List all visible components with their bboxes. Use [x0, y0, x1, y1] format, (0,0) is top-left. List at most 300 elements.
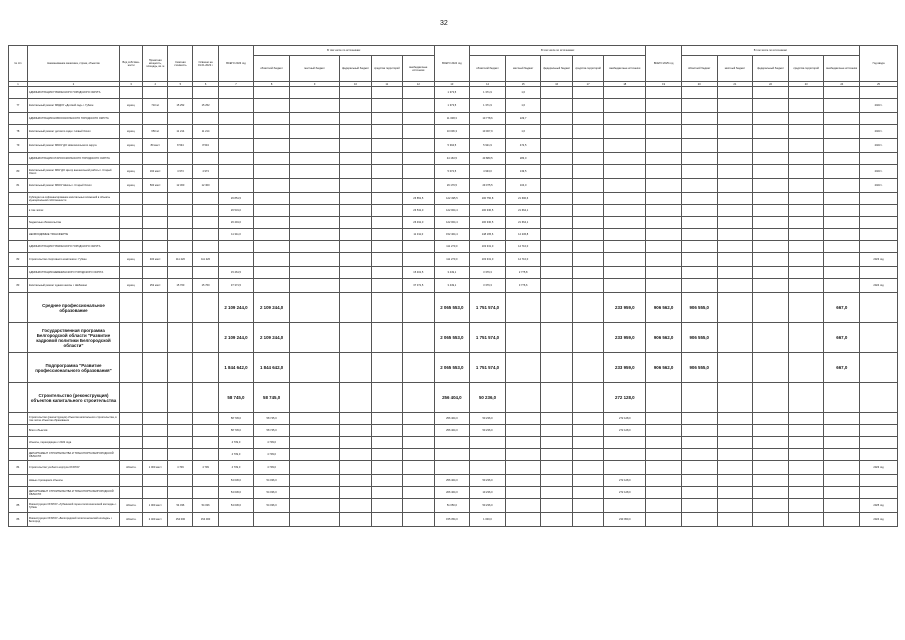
row-cell-15: 104,0: [505, 179, 541, 193]
row-cell-16: [541, 113, 572, 125]
row-cell-6: [193, 425, 218, 437]
row-cell-4: 160 мест: [143, 165, 168, 179]
table-row: [9, 217, 898, 229]
row-cell-18: [604, 217, 646, 229]
row-cell-15: [505, 513, 541, 527]
row-cell-20: [681, 461, 717, 475]
investment-table: [8, 45, 898, 527]
row-cell-9: [289, 449, 339, 461]
row-cell-16: [541, 87, 572, 99]
row-cell-3: муниц.: [120, 139, 143, 153]
row-cell-21: [717, 99, 753, 113]
row-cell-23: [788, 179, 824, 193]
row-cell-25: 2023 г.: [860, 165, 898, 179]
row-cell-7: 37 371,5: [218, 279, 254, 293]
row-cell-22: [753, 499, 789, 513]
row-cell-25: [860, 241, 898, 253]
row-cell-14: 50 236,0: [470, 413, 506, 425]
row-cell-20: [681, 153, 717, 165]
row-cell-23: [788, 413, 824, 425]
row-cell-13: [434, 437, 470, 449]
row-cell-24: [824, 179, 860, 193]
row-number: [9, 437, 28, 449]
row-cell-18: [604, 499, 646, 513]
row-cell-16: [541, 139, 572, 153]
row-cell-18: 233 959,0: [604, 353, 646, 383]
row-cell-9: [289, 165, 339, 179]
table-row: [9, 425, 898, 437]
row-cell-15: 14 236,8: [505, 229, 541, 241]
row-cell-17: [572, 241, 603, 253]
row-cell-16: [541, 475, 572, 487]
row-cell-10: [340, 383, 371, 413]
sub-other: внебюджетные источники: [604, 56, 646, 82]
row-cell-7: [218, 99, 254, 113]
row-cell-18: 272 128,0: [604, 383, 646, 413]
row-cell-18: [604, 99, 646, 113]
row-cell-5: 54 036: [168, 499, 193, 513]
row-cell-21: [717, 113, 753, 125]
row-cell-20: [681, 253, 717, 267]
row-cell-14: 148 165,6: [470, 229, 506, 241]
row-cell-25: [860, 449, 898, 461]
row-cell-4: 710 м²: [143, 99, 168, 113]
row-cell-8: [254, 205, 290, 217]
row-cell-24: [824, 279, 860, 293]
col-used: Освоено на 01.01.2023 г.: [193, 46, 218, 82]
row-cell-8: 2 109 244,0: [254, 293, 290, 323]
row-cell-19: [646, 125, 682, 139]
row-cell-24: [824, 205, 860, 217]
table-row: [9, 113, 898, 125]
row-cell-8: [254, 87, 290, 99]
col-no: № п/п: [9, 46, 28, 82]
row-cell-22: [753, 139, 789, 153]
row-cell-7: 58 745,0: [218, 425, 254, 437]
row-cell-22: [753, 323, 789, 353]
row-cell-16: [541, 449, 572, 461]
column-number: 12: [403, 82, 434, 87]
row-cell-20: [681, 99, 717, 113]
row-cell-16: [541, 205, 572, 217]
row-cell-5: 11 214: [168, 125, 193, 139]
row-cell-8: 58 745,0: [254, 425, 290, 437]
row-cell-19: [646, 241, 682, 253]
row-cell-18: 272 128,0: [604, 413, 646, 425]
row-cell-17: [572, 279, 603, 293]
section-row: [9, 323, 898, 353]
row-cell-21: [717, 229, 753, 241]
row-cell-4: [143, 353, 168, 383]
table-row: [9, 153, 898, 165]
row-cell-25: [860, 413, 898, 425]
row-cell-12: [403, 513, 434, 527]
row-cell-7: 2 109 244,0: [218, 323, 254, 353]
row-cell-10: [340, 487, 371, 499]
row-cell-7: [218, 125, 254, 139]
row-cell-16: [541, 383, 572, 413]
row-cell-4: [143, 87, 168, 99]
column-number: 2: [27, 82, 119, 87]
row-cell-17: [572, 475, 603, 487]
row-cell-23: [788, 383, 824, 413]
row-name: Подпрограмма "Развитие профессионального образования": [27, 353, 119, 383]
row-cell-5: [168, 153, 193, 165]
row-cell-20: [681, 125, 717, 139]
row-cell-19: [646, 487, 682, 499]
row-cell-17: [572, 449, 603, 461]
row-cell-20: [681, 217, 717, 229]
col-capacity: Проектная мощность, площадь, кв. м: [143, 46, 168, 82]
row-cell-25: [860, 475, 898, 487]
row-cell-16: [541, 499, 572, 513]
row-cell-11: [371, 241, 402, 253]
row-cell-21: [717, 153, 753, 165]
row-cell-23: [788, 499, 824, 513]
row-cell-23: [788, 279, 824, 293]
row-cell-10: [340, 217, 371, 229]
row-number: [9, 353, 28, 383]
row-cell-14: 3 376,3: [470, 267, 506, 279]
row-cell-22: [753, 229, 789, 241]
row-cell-7: 26 491,0: [218, 217, 254, 229]
col-total-2025: ВСЕГО 2025 год: [646, 46, 682, 82]
row-cell-17: [572, 193, 603, 205]
row-cell-24: [824, 513, 860, 527]
row-cell-17: [572, 499, 603, 513]
row-cell-20: [681, 437, 717, 449]
row-cell-11: [371, 267, 402, 279]
row-cell-10: [340, 139, 371, 153]
row-cell-22: [753, 125, 789, 139]
row-cell-24: [824, 267, 860, 279]
row-number: 84: [9, 461, 28, 475]
row-cell-9: [289, 229, 339, 241]
row-cell-18: [604, 279, 646, 293]
row-cell-8: [254, 279, 290, 293]
row-cell-6: [193, 229, 218, 241]
row-cell-4: [143, 383, 168, 413]
row-cell-24: [824, 475, 860, 487]
row-cell-3: муниц.: [120, 179, 143, 193]
column-number: 15: [505, 82, 541, 87]
row-cell-18: [604, 267, 646, 279]
row-cell-8: [254, 267, 290, 279]
row-cell-20: [681, 193, 717, 205]
row-cell-7: [218, 253, 254, 267]
row-cell-3: [120, 437, 143, 449]
row-cell-15: [505, 353, 541, 383]
row-cell-13: [434, 461, 470, 475]
row-cell-6: 12 300: [193, 179, 218, 193]
row-cell-11: [371, 229, 402, 241]
row-number: [9, 205, 28, 217]
column-number: 4: [143, 82, 168, 87]
row-cell-7: [218, 513, 254, 527]
sub-local: местный бюджет: [717, 56, 753, 82]
row-cell-8: 4 709,0: [254, 449, 290, 461]
row-cell-24: [824, 193, 860, 205]
row-cell-6: 15 760: [193, 279, 218, 293]
row-cell-18: 272 128,0: [604, 425, 646, 437]
row-cell-3: [120, 193, 143, 205]
sub-enterprise: средства территорий: [572, 56, 603, 82]
row-cell-17: [572, 165, 603, 179]
row-cell-17: [572, 437, 603, 449]
row-cell-22: [753, 513, 789, 527]
row-cell-6: [193, 113, 218, 125]
row-name: Строительство спортивного комплекса г. Губкин: [27, 253, 119, 267]
table-row: [9, 437, 898, 449]
row-cell-20: [681, 425, 717, 437]
row-cell-9: [289, 475, 339, 487]
row-cell-14: 4 933,0: [470, 165, 506, 179]
row-cell-16: [541, 487, 572, 499]
row-cell-7: [218, 139, 254, 153]
row-cell-11: [371, 179, 402, 193]
row-cell-17: [572, 217, 603, 229]
row-cell-15: [505, 449, 541, 461]
row-cell-13: 11 008,3: [434, 113, 470, 125]
row-cell-22: [753, 353, 789, 383]
row-cell-18: [604, 437, 646, 449]
row-cell-23: [788, 113, 824, 125]
row-cell-3: областн.: [120, 513, 143, 527]
row-cell-19: [646, 139, 682, 153]
row-cell-15: 1,6: [505, 99, 541, 113]
row-cell-24: [824, 487, 860, 499]
row-cell-9: [289, 179, 339, 193]
row-cell-6: [193, 241, 218, 253]
table-row: [9, 279, 898, 293]
row-cell-22: [753, 253, 789, 267]
row-cell-4: 500 мест: [143, 179, 168, 193]
column-number: 20: [681, 82, 717, 87]
row-cell-11: [371, 293, 402, 323]
row-cell-24: 667,0: [824, 353, 860, 383]
table-row: [9, 193, 898, 205]
row-cell-7: [218, 113, 254, 125]
row-cell-6: [193, 293, 218, 323]
row-cell-7: 54 036,0: [218, 475, 254, 487]
row-cell-14: 103 331,0: [470, 241, 506, 253]
row-cell-25: [860, 153, 898, 165]
row-cell-18: [604, 153, 646, 165]
column-number: 25: [860, 82, 898, 87]
row-cell-6: 111 220: [193, 253, 218, 267]
row-cell-13: 122 004,4: [434, 217, 470, 229]
row-cell-10: [340, 193, 371, 205]
row-cell-11: [371, 383, 402, 413]
row-cell-12: [403, 165, 434, 179]
table-row: [9, 205, 898, 217]
row-cell-9: [289, 113, 339, 125]
section-row: [9, 293, 898, 323]
row-name: объекты, переходящие с 2022 года: [27, 437, 119, 449]
row-name: Строительство (реконструкция) объектов капитального строительства, в том числе объектов образования: [27, 413, 119, 425]
row-cell-12: [403, 475, 434, 487]
row-cell-16: [541, 193, 572, 205]
row-cell-19: [646, 99, 682, 113]
row-number: [9, 241, 28, 253]
row-cell-4: [143, 267, 168, 279]
row-cell-23: [788, 425, 824, 437]
row-cell-10: [340, 113, 371, 125]
row-cell-3: областн.: [120, 499, 143, 513]
row-cell-13: 256 404,0: [434, 475, 470, 487]
row-cell-14: 100 330,5: [470, 217, 506, 229]
row-cell-13: 3 449,1: [434, 279, 470, 293]
row-cell-8: [254, 193, 290, 205]
row-cell-4: [143, 113, 168, 125]
row-cell-23: [788, 99, 824, 113]
table-row: [9, 179, 898, 193]
row-cell-22: [753, 437, 789, 449]
row-cell-19: [646, 165, 682, 179]
row-cell-15: 283,0: [505, 153, 541, 165]
row-cell-25: 2023 г.: [860, 99, 898, 113]
row-cell-3: [120, 383, 143, 413]
row-cell-11: [371, 125, 402, 139]
row-cell-16: [541, 323, 572, 353]
row-cell-5: [168, 205, 193, 217]
table-row: [9, 413, 898, 425]
row-cell-13: 1 373,5: [434, 87, 470, 99]
row-cell-23: [788, 217, 824, 229]
row-cell-6: 15 252: [193, 99, 218, 113]
table-row: [9, 99, 898, 113]
row-cell-9: [289, 153, 339, 165]
column-number: 7: [218, 82, 254, 87]
column-number: 16: [541, 82, 572, 87]
column-number: 10: [340, 82, 371, 87]
row-name: Субсидии на софинансирование капитальных вложений в объекты муниципальной собственности: [27, 193, 119, 205]
row-cell-21: [717, 253, 753, 267]
row-cell-3: [120, 475, 143, 487]
row-cell-25: 2024 год: [860, 279, 898, 293]
row-number: 78: [9, 125, 28, 139]
row-cell-10: [340, 323, 371, 353]
row-cell-17: [572, 99, 603, 113]
row-cell-12: [403, 253, 434, 267]
row-cell-17: [572, 413, 603, 425]
row-cell-21: [717, 125, 753, 139]
column-number: 17: [572, 82, 603, 87]
row-cell-17: [572, 87, 603, 99]
row-cell-21: [717, 461, 753, 475]
row-cell-7: [218, 241, 254, 253]
col-name: Наименование заказчика, строек, объектов: [27, 46, 119, 82]
row-cell-5: 154 000: [168, 513, 193, 527]
row-cell-6: [193, 193, 218, 205]
table-row: [9, 267, 898, 279]
row-cell-4: 400 мест: [143, 253, 168, 267]
row-cell-6: [193, 267, 218, 279]
row-cell-10: [340, 499, 371, 513]
row-cell-11: [371, 153, 402, 165]
row-cell-8: 54 036,0: [254, 475, 290, 487]
row-cell-21: [717, 499, 753, 513]
row-cell-7: 26 851,5: [218, 193, 254, 205]
row-cell-11: [371, 99, 402, 113]
col-commission: Год ввода: [860, 46, 898, 82]
row-cell-9: [289, 125, 339, 139]
row-cell-20: [681, 513, 717, 527]
row-cell-12: [403, 353, 434, 383]
row-cell-9: [289, 437, 339, 449]
row-cell-13: 152 404,4: [434, 229, 470, 241]
row-cell-18: [604, 165, 646, 179]
row-cell-15: 1,6: [505, 125, 541, 139]
row-cell-25: 2023 год: [860, 461, 898, 475]
row-name: Строительство учебного корпуса ОГАПОУ: [27, 461, 119, 475]
row-cell-23: [788, 461, 824, 475]
row-cell-14: [470, 437, 506, 449]
row-cell-22: [753, 293, 789, 323]
row-cell-18: 233 959,0: [604, 323, 646, 353]
row-cell-4: 80 мест: [143, 139, 168, 153]
row-cell-21: [717, 279, 753, 293]
row-cell-6: 11 214: [193, 125, 218, 139]
row-cell-13: 44 163,5: [434, 153, 470, 165]
row-cell-11: [371, 253, 402, 267]
row-cell-12: [403, 139, 434, 153]
row-cell-10: [340, 279, 371, 293]
row-cell-8: [254, 217, 290, 229]
row-cell-17: [572, 461, 603, 475]
column-number: 23: [788, 82, 824, 87]
row-cell-15: 1,6: [505, 87, 541, 99]
row-cell-16: [541, 425, 572, 437]
row-cell-8: [254, 113, 290, 125]
row-cell-4: 1 000 мест: [143, 461, 168, 475]
row-cell-4: [143, 193, 168, 205]
row-cell-18: [604, 241, 646, 253]
row-cell-5: 15 252: [168, 99, 193, 113]
row-cell-22: [753, 267, 789, 279]
row-cell-18: [604, 205, 646, 217]
row-cell-9: [289, 87, 339, 99]
row-cell-4: 1 000 мест: [143, 499, 168, 513]
row-cell-15: 2 775,8: [505, 267, 541, 279]
row-cell-20: [681, 279, 717, 293]
row-cell-13: 1 373,5: [434, 99, 470, 113]
row-cell-10: [340, 353, 371, 383]
row-cell-25: [860, 487, 898, 499]
row-cell-15: 14 710,0: [505, 253, 541, 267]
column-number: 8: [254, 82, 290, 87]
row-cell-5: [168, 449, 193, 461]
table-row: [9, 513, 898, 527]
row-cell-19: [646, 153, 682, 165]
column-number: 9: [289, 82, 339, 87]
row-cell-24: [824, 99, 860, 113]
row-cell-7: [218, 153, 254, 165]
row-cell-17: [572, 153, 603, 165]
row-cell-15: 21 664,1: [505, 205, 541, 217]
row-cell-25: [860, 383, 898, 413]
row-cell-14: 1 000,0: [470, 513, 506, 527]
row-cell-11: [371, 165, 402, 179]
row-cell-21: [717, 241, 753, 253]
row-cell-14: 1 751 574,0: [470, 293, 506, 323]
row-cell-21: [717, 165, 753, 179]
row-cell-3: [120, 205, 143, 217]
sub-local: местный бюджет: [505, 56, 541, 82]
row-cell-14: 10 778,6: [470, 113, 506, 125]
row-cell-9: [289, 353, 339, 383]
row-cell-7: 58 745,0: [218, 383, 254, 413]
